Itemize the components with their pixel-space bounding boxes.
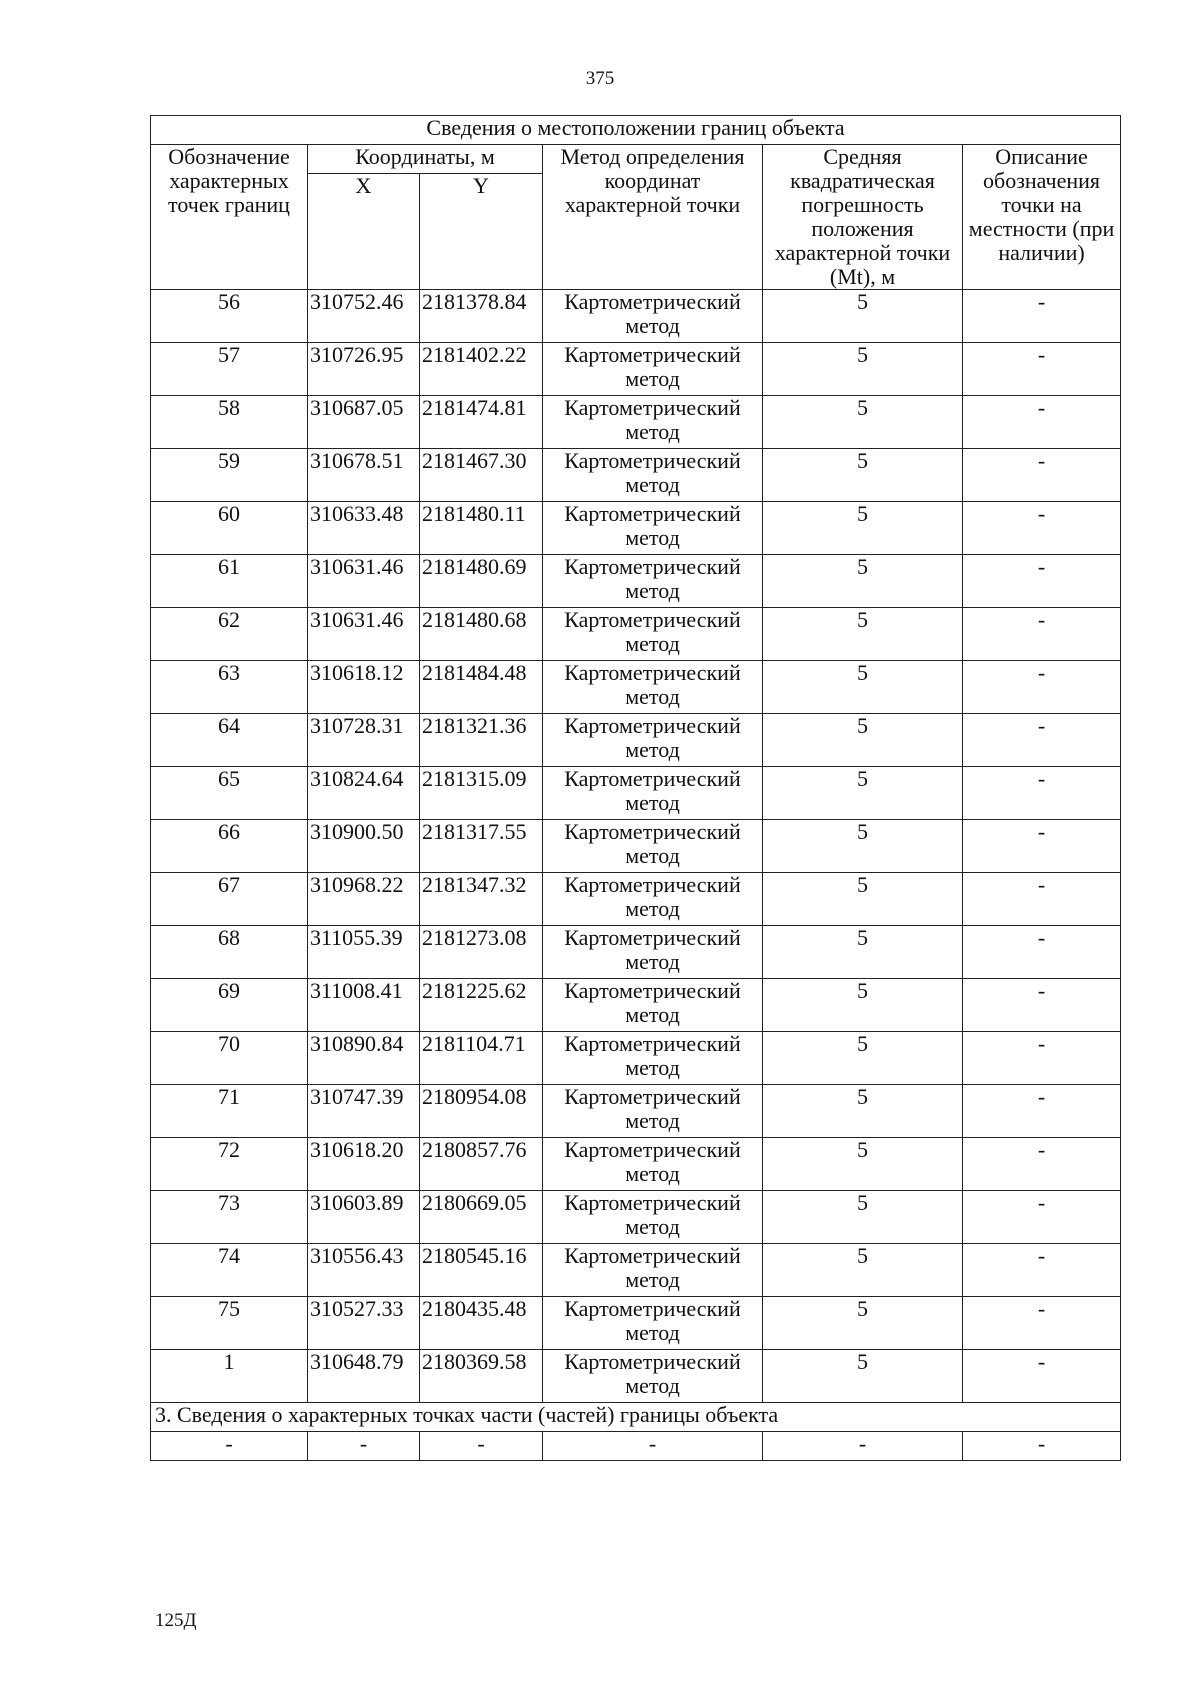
cell-point: 56 xyxy=(151,290,308,343)
table-row xyxy=(151,873,1121,926)
cell-description: - xyxy=(963,767,1121,820)
table-row xyxy=(151,820,1121,873)
cell-x: 310527.33 xyxy=(308,1297,420,1350)
cell-x: 310900.50 xyxy=(308,820,420,873)
table-row xyxy=(151,290,1121,343)
cell-x: 310631.46 xyxy=(308,608,420,661)
cell-description: - xyxy=(963,555,1121,608)
cell-error: 5 xyxy=(763,714,963,767)
header-description: Описание обозначения точки на местности (при наличии) xyxy=(963,145,1121,290)
cell-method: Картометрический метод xyxy=(543,608,763,661)
cell-method: Картометрический метод xyxy=(543,820,763,873)
cell-y: 2181347.32 xyxy=(420,873,543,926)
cell-point: 71 xyxy=(151,1085,308,1138)
cell-error: 5 xyxy=(763,820,963,873)
cell-x: 310556.43 xyxy=(308,1244,420,1297)
cell-method: Картометрический метод xyxy=(543,979,763,1032)
cell-error: 5 xyxy=(763,1191,963,1244)
cell-x: 310728.31 xyxy=(308,714,420,767)
cell-x: 310747.39 xyxy=(308,1085,420,1138)
cell-x: 310633.48 xyxy=(308,502,420,555)
cell-point: 70 xyxy=(151,1032,308,1085)
table-row xyxy=(151,449,1121,502)
table-row xyxy=(151,767,1121,820)
cell-description: - xyxy=(963,1350,1121,1403)
cell-description: - xyxy=(963,1085,1121,1138)
cell-x: 311008.41 xyxy=(308,979,420,1032)
cell-method: Картометрический метод xyxy=(543,1244,763,1297)
cell-y: 2180954.08 xyxy=(420,1085,543,1138)
cell-description: - xyxy=(963,396,1121,449)
cell-error: 5 xyxy=(763,290,963,343)
boundary-coordinates-table xyxy=(150,115,1121,1461)
cell-error: 5 xyxy=(763,555,963,608)
cell-point: 1 xyxy=(151,1350,308,1403)
cell-y: 2180545.16 xyxy=(420,1244,543,1297)
cell-description: - xyxy=(963,1297,1121,1350)
cell-description: - xyxy=(963,1138,1121,1191)
cell-description: - xyxy=(963,820,1121,873)
cell-method: Картометрический метод xyxy=(543,449,763,502)
section3-cell: - xyxy=(763,1432,963,1461)
cell-point: 59 xyxy=(151,449,308,502)
cell-method: Картометрический метод xyxy=(543,1350,763,1403)
cell-description: - xyxy=(963,290,1121,343)
cell-y: 2181402.22 xyxy=(420,343,543,396)
cell-point: 75 xyxy=(151,1297,308,1350)
cell-error: 5 xyxy=(763,1297,963,1350)
cell-description: - xyxy=(963,979,1121,1032)
cell-point: 58 xyxy=(151,396,308,449)
cell-y: 2181104.71 xyxy=(420,1032,543,1085)
cell-error: 5 xyxy=(763,608,963,661)
cell-y: 2181321.36 xyxy=(420,714,543,767)
cell-x: 310678.51 xyxy=(308,449,420,502)
cell-y: 2180435.48 xyxy=(420,1297,543,1350)
cell-x: 310603.89 xyxy=(308,1191,420,1244)
section3-title: 3. Сведения о характерных точках части (частей) границы объекта xyxy=(151,1403,1121,1432)
header-coords: Координаты, м xyxy=(308,145,543,174)
section3-cell: - xyxy=(308,1432,420,1461)
table-title: Сведения о местоположении границ объекта xyxy=(151,116,1121,145)
table-row xyxy=(151,608,1121,661)
cell-x: 310618.20 xyxy=(308,1138,420,1191)
table-row xyxy=(151,661,1121,714)
cell-description: - xyxy=(963,1191,1121,1244)
cell-y: 2181273.08 xyxy=(420,926,543,979)
cell-method: Картометрический метод xyxy=(543,714,763,767)
cell-description: - xyxy=(963,502,1121,555)
cell-method: Картометрический метод xyxy=(543,1138,763,1191)
footer-code: 125Д xyxy=(155,1610,197,1631)
cell-point: 74 xyxy=(151,1244,308,1297)
cell-description: - xyxy=(963,1244,1121,1297)
table-row xyxy=(151,343,1121,396)
header-error: Средняя квадратическая погрешность положения характерной точки (Mt), м xyxy=(763,145,963,290)
cell-error: 5 xyxy=(763,767,963,820)
table-row xyxy=(151,1244,1121,1297)
cell-y: 2180857.76 xyxy=(420,1138,543,1191)
table-row xyxy=(151,555,1121,608)
cell-y: 2180669.05 xyxy=(420,1191,543,1244)
cell-error: 5 xyxy=(763,1032,963,1085)
cell-y: 2181484.48 xyxy=(420,661,543,714)
table-row xyxy=(151,396,1121,449)
cell-x: 310687.05 xyxy=(308,396,420,449)
page-number: 375 xyxy=(585,68,615,89)
cell-y: 2181480.69 xyxy=(420,555,543,608)
cell-error: 5 xyxy=(763,396,963,449)
cell-point: 62 xyxy=(151,608,308,661)
cell-x: 310648.79 xyxy=(308,1350,420,1403)
section3-cell: - xyxy=(963,1432,1121,1461)
table-row xyxy=(151,979,1121,1032)
cell-y: 2181225.62 xyxy=(420,979,543,1032)
cell-method: Картометрический метод xyxy=(543,661,763,714)
cell-method: Картометрический метод xyxy=(543,555,763,608)
cell-y: 2181474.81 xyxy=(420,396,543,449)
cell-x: 310726.95 xyxy=(308,343,420,396)
table-row xyxy=(151,502,1121,555)
cell-method: Картометрический метод xyxy=(543,873,763,926)
cell-point: 68 xyxy=(151,926,308,979)
cell-method: Картометрический метод xyxy=(543,343,763,396)
cell-error: 5 xyxy=(763,449,963,502)
cell-point: 60 xyxy=(151,502,308,555)
table-row xyxy=(151,1138,1121,1191)
cell-point: 67 xyxy=(151,873,308,926)
section3-cell: - xyxy=(420,1432,543,1461)
cell-y: 2181480.11 xyxy=(420,502,543,555)
cell-point: 63 xyxy=(151,661,308,714)
section3-row xyxy=(151,1432,1121,1461)
cell-x: 311055.39 xyxy=(308,926,420,979)
cell-point: 72 xyxy=(151,1138,308,1191)
table-row xyxy=(151,926,1121,979)
cell-x: 310618.12 xyxy=(308,661,420,714)
cell-x: 310890.84 xyxy=(308,1032,420,1085)
cell-description: - xyxy=(963,1032,1121,1085)
table-row xyxy=(151,1032,1121,1085)
header-method: Метод определения координат характерной точки xyxy=(543,145,763,290)
cell-description: - xyxy=(963,661,1121,714)
cell-error: 5 xyxy=(763,1244,963,1297)
cell-error: 5 xyxy=(763,926,963,979)
cell-error: 5 xyxy=(763,343,963,396)
cell-y: 2181480.68 xyxy=(420,608,543,661)
header-point: Обозначение характерных точек границ xyxy=(151,145,308,290)
table-row xyxy=(151,1350,1121,1403)
cell-point: 73 xyxy=(151,1191,308,1244)
cell-description: - xyxy=(963,343,1121,396)
cell-point: 57 xyxy=(151,343,308,396)
cell-x: 310824.64 xyxy=(308,767,420,820)
cell-y: 2181315.09 xyxy=(420,767,543,820)
cell-y: 2181378.84 xyxy=(420,290,543,343)
cell-error: 5 xyxy=(763,661,963,714)
section3-cell: - xyxy=(543,1432,763,1461)
cell-point: 65 xyxy=(151,767,308,820)
table-row xyxy=(151,1085,1121,1138)
cell-method: Картометрический метод xyxy=(543,290,763,343)
header-y: Y xyxy=(420,174,543,290)
cell-error: 5 xyxy=(763,1085,963,1138)
cell-x: 310631.46 xyxy=(308,555,420,608)
cell-x: 310968.22 xyxy=(308,873,420,926)
cell-error: 5 xyxy=(763,979,963,1032)
cell-y: 2181467.30 xyxy=(420,449,543,502)
cell-error: 5 xyxy=(763,502,963,555)
cell-method: Картометрический метод xyxy=(543,926,763,979)
cell-point: 69 xyxy=(151,979,308,1032)
cell-error: 5 xyxy=(763,1138,963,1191)
header-x: X xyxy=(308,174,420,290)
cell-point: 61 xyxy=(151,555,308,608)
table-row xyxy=(151,714,1121,767)
cell-error: 5 xyxy=(763,1350,963,1403)
cell-method: Картометрический метод xyxy=(543,1191,763,1244)
section3-cell: - xyxy=(151,1432,308,1461)
cell-point: 64 xyxy=(151,714,308,767)
table-row xyxy=(151,1191,1121,1244)
cell-method: Картометрический метод xyxy=(543,502,763,555)
cell-point: 66 xyxy=(151,820,308,873)
cell-method: Картометрический метод xyxy=(543,396,763,449)
cell-method: Картометрический метод xyxy=(543,767,763,820)
cell-x: 310752.46 xyxy=(308,290,420,343)
cell-description: - xyxy=(963,873,1121,926)
cell-description: - xyxy=(963,926,1121,979)
cell-error: 5 xyxy=(763,873,963,926)
table-row xyxy=(151,1297,1121,1350)
cell-method: Картометрический метод xyxy=(543,1297,763,1350)
cell-description: - xyxy=(963,608,1121,661)
cell-description: - xyxy=(963,714,1121,767)
cell-description: - xyxy=(963,449,1121,502)
cell-method: Картометрический метод xyxy=(543,1032,763,1085)
cell-y: 2180369.58 xyxy=(420,1350,543,1403)
cell-method: Картометрический метод xyxy=(543,1085,763,1138)
cell-y: 2181317.55 xyxy=(420,820,543,873)
